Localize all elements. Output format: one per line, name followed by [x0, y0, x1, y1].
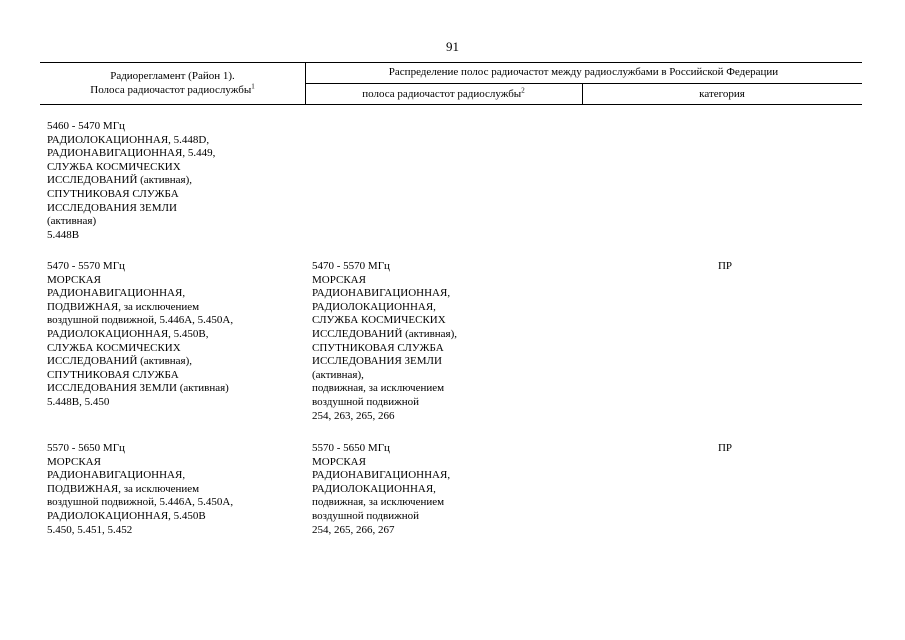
rf-line: 254, 265, 266, 267	[312, 523, 395, 536]
page-number: 91	[446, 39, 459, 54]
rr-line: 5470 - 5570 МГц	[47, 260, 125, 272]
rr-line: РАДИОЛОКАЦИОННАЯ, 5.448D,	[47, 133, 210, 146]
row3-rf-cell	[312, 442, 450, 537]
rr-line: ПОДВИЖНАЯ, за исключением	[47, 482, 200, 495]
rf-line: воздушной подвижной	[312, 509, 419, 522]
rr-line: РАДИОНАВИГАЦИОННАЯ,	[47, 469, 186, 482]
rr-line: 5.448B, 5.450	[47, 395, 110, 408]
rr-line: ИССЛЕДОВАНИЙ (активная),	[47, 174, 193, 187]
footnote-marker-1: 1	[251, 82, 255, 91]
rr-line: 5460 - 5470 МГц	[47, 120, 125, 132]
rr-line: МОРСКАЯ	[47, 455, 101, 468]
rf-line: МОРСКАЯ	[312, 273, 366, 286]
rr-line: РАДИОНАВИГАЦИОННАЯ,	[47, 287, 186, 300]
rr-line: 5570 - 5650 МГц	[47, 442, 125, 454]
row2-rf-cell	[312, 260, 457, 423]
rf-line: РАДИОЛОКАЦИОННАЯ,	[312, 482, 436, 495]
rr-line: 5.448B	[47, 228, 80, 241]
rf-line: воздушной подвижной	[312, 395, 419, 408]
rf-line: 5470 - 5570 МГц	[312, 260, 390, 272]
header-rf-title: Распределение полос радиочастот между радиослужбами в Российской Федерации	[388, 66, 779, 78]
header-bottom-rule	[40, 104, 862, 105]
rr-line: 5.450, 5.451, 5.452	[47, 523, 133, 536]
rf-line: СЛУЖБА КОСМИЧЕСКИХ	[312, 314, 446, 327]
rf-line: подвижная, за исключением	[312, 496, 445, 509]
header-radio-regulations	[40, 69, 305, 97]
rf-line: РАДИОНАВИГАЦИОННАЯ,	[312, 287, 451, 300]
rr-line: воздушной подвижной, 5.446A, 5.450A,	[47, 314, 234, 327]
row1-rr-cell	[47, 120, 215, 242]
header-category: категория	[699, 88, 745, 100]
header-rf-band-label: полоса радиочастот радиослужбы	[362, 88, 522, 100]
rr-line: СЛУЖБА КОСМИЧЕСКИХ	[47, 160, 181, 173]
rr-line: СПУТНИКОВАЯ СЛУЖБА	[47, 368, 179, 381]
header-rr-line1: Радиорегламент (Район 1).	[110, 70, 235, 82]
rf-line: 5570 - 5650 МГц	[312, 442, 390, 454]
rr-line: воздушной подвижной, 5.446A, 5.450A,	[47, 496, 234, 509]
rr-line: ИССЛЕДОВАНИЙ (активная),	[47, 355, 193, 368]
rf-line: РАДИОНАВИГАЦИОННАЯ,	[312, 469, 451, 482]
header-mid-rule	[305, 83, 862, 84]
rf-line: РАДИОЛОКАЦИОННАЯ,	[312, 300, 436, 313]
rf-line: СПУТНИКОВАЯ СЛУЖБА	[312, 341, 444, 354]
rf-line: 254, 263, 265, 266	[312, 409, 395, 422]
header-rf-band	[305, 87, 582, 101]
rr-line: (активная)	[47, 215, 97, 228]
row2-category: ПР	[717, 260, 733, 272]
rf-line: подвижная, за исключением	[312, 382, 445, 395]
rr-line: ПОДВИЖНАЯ, за исключением	[47, 300, 200, 313]
rr-line: ИССЛЕДОВАНИЯ ЗЕМЛИ (активная)	[47, 382, 229, 395]
table-top-rule	[40, 62, 862, 63]
rr-line: РАДИОНАВИГАЦИОННАЯ, 5.449,	[47, 147, 216, 160]
rr-line: МОРСКАЯ	[47, 273, 101, 286]
footnote-marker-2: 2	[521, 86, 525, 95]
row2-rr-cell	[47, 260, 233, 410]
row3-rr-cell	[47, 442, 233, 537]
rf-line: МОРСКАЯ	[312, 455, 366, 468]
rf-line: ИССЛЕДОВАНИЙ (активная),	[312, 327, 458, 340]
rr-line: ИССЛЕДОВАНИЯ ЗЕМЛИ	[47, 201, 177, 214]
rr-line: СПУТНИКОВАЯ СЛУЖБА	[47, 187, 179, 200]
rf-line: ИССЛЕДОВАНИЯ ЗЕМЛИ	[312, 355, 442, 368]
row3-category: ПР	[717, 442, 733, 454]
rr-line: РАДИОЛОКАЦИОННАЯ, 5.450B	[47, 509, 206, 522]
rr-line: РАДИОЛОКАЦИОННАЯ, 5.450B,	[47, 327, 209, 340]
header-rr-line2: Полоса радиочастот радиослужбы	[90, 84, 252, 96]
rr-line: СЛУЖБА КОСМИЧЕСКИХ	[47, 341, 181, 354]
rf-line: (активная),	[312, 368, 364, 381]
